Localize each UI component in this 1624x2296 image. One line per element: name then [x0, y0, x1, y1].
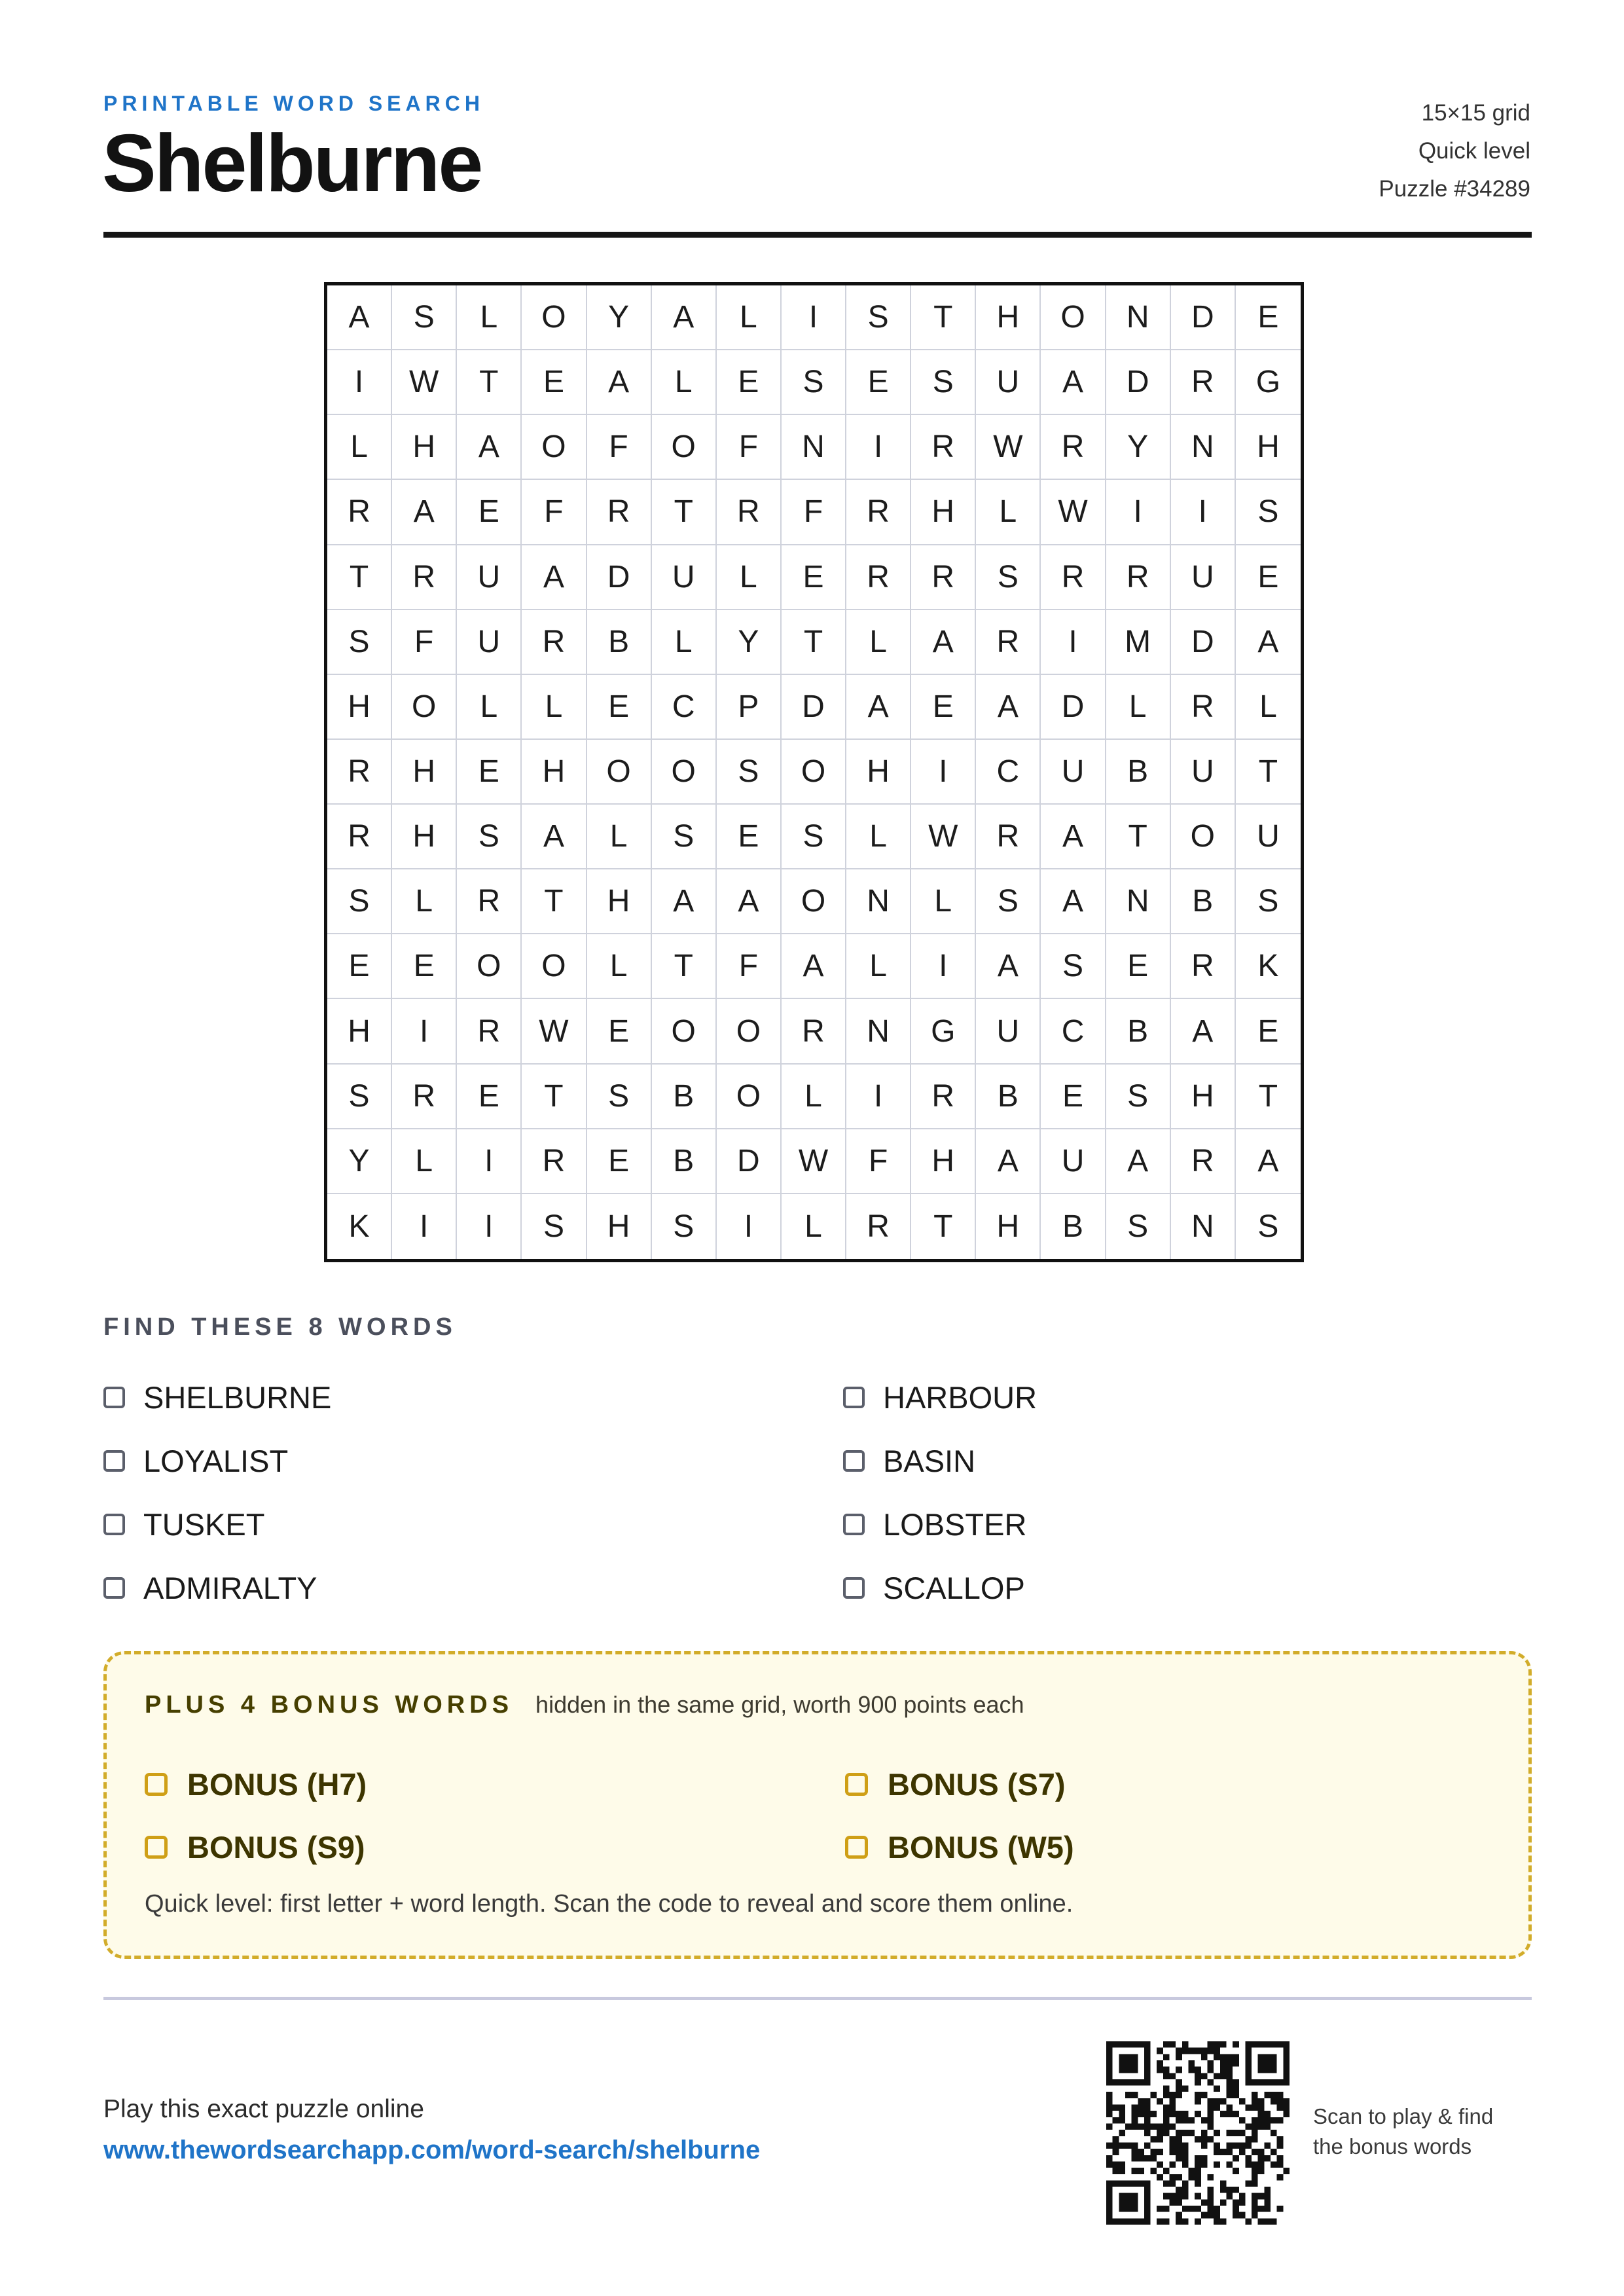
grid-cell[interactable]: W	[911, 805, 976, 869]
grid-cell[interactable]: N	[1106, 285, 1171, 350]
grid-cell[interactable]: D	[717, 1129, 782, 1194]
grid-cell[interactable]: R	[327, 805, 392, 869]
grid-cell[interactable]: W	[1041, 480, 1106, 545]
grid-cell[interactable]: A	[846, 675, 911, 740]
grid-cell[interactable]: R	[457, 999, 522, 1064]
grid-cell[interactable]: E	[1041, 1065, 1106, 1129]
grid-cell[interactable]: A	[976, 934, 1041, 999]
grid-cell[interactable]: E	[457, 740, 522, 805]
grid-cell[interactable]: H	[587, 1194, 652, 1259]
grid-cell[interactable]: H	[846, 740, 911, 805]
word-label: LOBSTER	[883, 1507, 1027, 1542]
grid-cell[interactable]: T	[522, 869, 586, 934]
grid-cell[interactable]: R	[327, 740, 392, 805]
grid-cell[interactable]: D	[587, 545, 652, 610]
grid-cell[interactable]: F	[392, 610, 457, 675]
grid-cell[interactable]: Y	[587, 285, 652, 350]
grid-cell[interactable]: D	[782, 675, 846, 740]
bonus-word-item[interactable]	[845, 1815, 1238, 1878]
grid-cell[interactable]: O	[652, 740, 717, 805]
grid-cell[interactable]: S	[327, 610, 392, 675]
grid-cell[interactable]: I	[911, 740, 976, 805]
bonus-title: PLUS 4 BONUS WORDS	[145, 1691, 514, 1719]
grid-cell[interactable]: R	[457, 869, 522, 934]
checkbox-icon[interactable]	[103, 1450, 125, 1472]
grid-cell[interactable]: A	[976, 675, 1041, 740]
checkbox-icon[interactable]	[103, 1577, 125, 1599]
grid-cell[interactable]: T	[327, 545, 392, 610]
checkbox-icon[interactable]	[103, 1514, 125, 1535]
grid-cell[interactable]: T	[652, 934, 717, 999]
grid-cell[interactable]: I	[392, 1194, 457, 1259]
grid-cell[interactable]: R	[392, 1065, 457, 1129]
grid-cell[interactable]: S	[587, 1065, 652, 1129]
grid-cell[interactable]: O	[717, 1065, 782, 1129]
word-item[interactable]	[103, 1556, 843, 1620]
grid-cell[interactable]: B	[976, 1065, 1041, 1129]
grid-cell[interactable]: F	[717, 415, 782, 480]
grid-cell[interactable]: W	[522, 999, 586, 1064]
grid-cell[interactable]: B	[1106, 740, 1171, 805]
grid-cell[interactable]: S	[717, 740, 782, 805]
grid-cell[interactable]: I	[327, 350, 392, 415]
grid-cell[interactable]: O	[522, 415, 586, 480]
bonus-word-label: BONUS (S7)	[888, 1766, 1066, 1802]
grid-cell[interactable]: L	[652, 610, 717, 675]
bonus-word-label: BONUS (H7)	[187, 1766, 367, 1802]
grid-cell[interactable]: U	[1236, 805, 1301, 869]
grid-cell[interactable]: S	[976, 545, 1041, 610]
grid-cell[interactable]: I	[1171, 480, 1236, 545]
grid-cell[interactable]: O	[652, 415, 717, 480]
grid-cell[interactable]: S	[457, 805, 522, 869]
grid-cell[interactable]: R	[846, 480, 911, 545]
grid-cell[interactable]: A	[652, 285, 717, 350]
grid-cell[interactable]: S	[1106, 1065, 1171, 1129]
eyebrow-label: PRINTABLE WORD SEARCH	[103, 92, 484, 115]
grid-cell[interactable]: B	[1041, 1194, 1106, 1259]
grid-cell[interactable]: L	[392, 869, 457, 934]
grid-cell[interactable]: T	[782, 610, 846, 675]
grid-cell[interactable]: O	[587, 740, 652, 805]
word-item[interactable]	[843, 1366, 1111, 1429]
grid-cell[interactable]: B	[652, 1129, 717, 1194]
grid-cell[interactable]: F	[846, 1129, 911, 1194]
grid-cell[interactable]: E	[1236, 999, 1301, 1064]
grid-cell[interactable]: U	[1041, 740, 1106, 805]
play-online-label: Play this exact puzzle online	[103, 2095, 424, 2123]
grid-cell[interactable]: L	[652, 350, 717, 415]
grid-cell[interactable]: B	[1106, 999, 1171, 1064]
checkbox-icon[interactable]	[845, 1836, 868, 1859]
grid-cell[interactable]: A	[392, 480, 457, 545]
grid-cell[interactable]: R	[717, 480, 782, 545]
grid-cell[interactable]: L	[457, 285, 522, 350]
grid-cell[interactable]: S	[1236, 480, 1301, 545]
grid-cell[interactable]: R	[522, 1129, 586, 1194]
grid-cell[interactable]: R	[1106, 545, 1171, 610]
grid-cell[interactable]: M	[1106, 610, 1171, 675]
grid-cell[interactable]: L	[587, 805, 652, 869]
grid-cell[interactable]: U	[652, 545, 717, 610]
grid-cell[interactable]: L	[846, 610, 911, 675]
grid-cell[interactable]: O	[392, 675, 457, 740]
grid-cell[interactable]: A	[1171, 999, 1236, 1064]
word-label: TUSKET	[143, 1507, 265, 1542]
grid-cell[interactable]: H	[522, 740, 586, 805]
grid-cell[interactable]: A	[782, 934, 846, 999]
grid-cell[interactable]: A	[911, 610, 976, 675]
grid-cell[interactable]: G	[1236, 350, 1301, 415]
grid-cell[interactable]: R	[1171, 934, 1236, 999]
grid-cell[interactable]: S	[1041, 934, 1106, 999]
grid-cell[interactable]: O	[457, 934, 522, 999]
grid-cell[interactable]: A	[1041, 805, 1106, 869]
grid-cell[interactable]: E	[846, 350, 911, 415]
grid-cell[interactable]: L	[327, 415, 392, 480]
grid-cell[interactable]: C	[652, 675, 717, 740]
grid-cell[interactable]: R	[976, 805, 1041, 869]
grid-cell[interactable]: S	[1236, 869, 1301, 934]
grid-cell[interactable]: W	[782, 1129, 846, 1194]
grid-cell[interactable]: R	[846, 545, 911, 610]
word-item[interactable]	[843, 1556, 1111, 1620]
grid-cell[interactable]: L	[587, 934, 652, 999]
grid-cell[interactable]: T	[911, 1194, 976, 1259]
grid-cell[interactable]: E	[327, 934, 392, 999]
grid-cell[interactable]: K	[327, 1194, 392, 1259]
checkbox-icon[interactable]	[845, 1773, 868, 1796]
header-divider	[103, 232, 1532, 238]
grid-cell[interactable]: H	[911, 480, 976, 545]
grid-cell[interactable]: L	[846, 805, 911, 869]
grid-cell[interactable]: T	[911, 285, 976, 350]
grid-cell[interactable]: I	[782, 285, 846, 350]
word-label: ADMIRALTY	[143, 1571, 317, 1605]
word-label: BASIN	[883, 1444, 976, 1478]
grid-cell[interactable]: S	[327, 1065, 392, 1129]
checkbox-icon[interactable]	[843, 1450, 865, 1472]
grid-cell[interactable]: U	[976, 350, 1041, 415]
grid-cell[interactable]: S	[652, 805, 717, 869]
grid-cell[interactable]: Y	[717, 610, 782, 675]
grid-cell[interactable]: S	[846, 285, 911, 350]
grid-size: 15×15 grid	[1421, 100, 1530, 126]
grid-cell[interactable]: U	[457, 545, 522, 610]
grid-cell[interactable]: R	[911, 1065, 976, 1129]
grid-cell[interactable]: E	[587, 675, 652, 740]
grid-cell[interactable]: R	[1041, 415, 1106, 480]
grid-cell[interactable]: F	[717, 934, 782, 999]
word-item[interactable]	[103, 1493, 843, 1556]
checkbox-icon[interactable]	[145, 1773, 168, 1796]
grid-cell[interactable]: A	[1236, 610, 1301, 675]
grid-cell[interactable]: S	[1257, 1209, 1279, 1244]
bonus-word-list	[145, 1753, 1238, 1878]
grid-cell[interactable]: E	[587, 999, 652, 1064]
grid-cell[interactable]: E	[1236, 545, 1301, 610]
grid-cell[interactable]: O	[522, 285, 586, 350]
grid-cell[interactable]: U	[1041, 1129, 1106, 1194]
grid-cell[interactable]: N	[1171, 1194, 1236, 1259]
grid-cell[interactable]: A	[457, 415, 522, 480]
bonus-word-label: BONUS (S9)	[187, 1829, 365, 1865]
grid-cell[interactable]: H	[976, 285, 1041, 350]
grid-cell[interactable]: L	[1106, 675, 1171, 740]
grid-cell[interactable]: R	[392, 545, 457, 610]
grid-cell[interactable]: N	[1106, 869, 1171, 934]
grid-cell[interactable]: L	[846, 934, 911, 999]
word-list	[103, 1366, 1111, 1620]
checkbox-icon[interactable]	[843, 1577, 865, 1599]
grid-cell[interactable]: E	[717, 350, 782, 415]
grid-cell[interactable]: A	[1041, 869, 1106, 934]
grid-cell[interactable]: L	[457, 675, 522, 740]
grid-cell[interactable]: E	[392, 934, 457, 999]
grid-cell[interactable]: Y	[1106, 415, 1171, 480]
grid-cell[interactable]: F	[522, 480, 586, 545]
grid-cell[interactable]: H	[976, 1194, 1041, 1259]
word-item[interactable]	[843, 1429, 1111, 1493]
grid-cell[interactable]: U	[1171, 740, 1236, 805]
grid-cell[interactable]: C	[1041, 999, 1106, 1064]
grid-cell[interactable]: D	[1106, 350, 1171, 415]
grid-cell[interactable]: I	[717, 1194, 782, 1259]
grid-cell[interactable]: K	[1236, 934, 1301, 999]
grid-cell[interactable]: I	[392, 999, 457, 1064]
letter-grid	[324, 282, 1304, 1262]
word-label: HARBOUR	[883, 1380, 1038, 1415]
grid-cell[interactable]: O	[522, 934, 586, 999]
grid-cell[interactable]: R	[1041, 545, 1106, 610]
grid-cell[interactable]: U	[457, 610, 522, 675]
grid-cell[interactable]: A	[327, 285, 392, 350]
grid-cell[interactable]: G	[911, 999, 976, 1064]
grid-cell[interactable]: T	[522, 1065, 586, 1129]
grid-cell[interactable]: I	[457, 1129, 522, 1194]
grid-cell[interactable]: A	[717, 869, 782, 934]
grid-cell[interactable]: H	[327, 675, 392, 740]
puzzle-meta	[1379, 94, 1530, 208]
grid-cell[interactable]: S	[522, 1194, 586, 1259]
grid-cell[interactable]: R	[1171, 675, 1236, 740]
grid-cell[interactable]: A	[587, 350, 652, 415]
grid-cell[interactable]: T	[457, 350, 522, 415]
checkbox-icon[interactable]	[843, 1387, 865, 1408]
grid-cell[interactable]: H	[1236, 415, 1301, 480]
grid-cell[interactable]: N	[1171, 415, 1236, 480]
grid-cell[interactable]: I	[1106, 480, 1171, 545]
qr-caption	[1313, 2102, 1529, 2162]
grid-cell[interactable]: W	[976, 415, 1041, 480]
puzzle-url-link[interactable]: www.thewordsearchapp.com/word-search/shelburne	[103, 2136, 761, 2164]
grid-cell[interactable]: R	[846, 1194, 911, 1259]
bonus-word-item[interactable]	[145, 1815, 845, 1878]
bonus-panel	[103, 1651, 1532, 1959]
grid-cell[interactable]: R	[1171, 1129, 1236, 1194]
grid-cell[interactable]: B	[587, 610, 652, 675]
word-item[interactable]	[103, 1429, 843, 1493]
bonus-word-label: BONUS (W5)	[888, 1829, 1074, 1865]
grid-cell[interactable]: L	[782, 1065, 846, 1129]
grid-cell[interactable]: H	[392, 740, 457, 805]
grid-cell[interactable]: E	[717, 805, 782, 869]
grid-cell[interactable]: Y	[327, 1129, 392, 1194]
grid-cell[interactable]: B	[1171, 869, 1236, 934]
grid-cell[interactable]: R	[327, 480, 392, 545]
grid-cell[interactable]: E	[457, 480, 522, 545]
grid-cell[interactable]: S	[782, 805, 846, 869]
word-label: SHELBURNE	[143, 1380, 332, 1415]
grid-cell[interactable]: N	[846, 869, 911, 934]
bonus-heading	[145, 1691, 1024, 1719]
grid-cell[interactable]: S	[1106, 1194, 1171, 1259]
grid-cell[interactable]: E	[522, 350, 586, 415]
grid-cell[interactable]: A	[522, 545, 586, 610]
find-words-heading: FIND THESE 8 WORDS	[103, 1313, 457, 1341]
grid-cell[interactable]: S	[327, 869, 392, 934]
bonus-subtitle: hidden in the same grid, worth 900 points each	[535, 1691, 1024, 1718]
grid-cell[interactable]: L	[911, 869, 976, 934]
grid-cell[interactable]: O	[782, 740, 846, 805]
grid-cell[interactable]: S	[392, 285, 457, 350]
grid-cell[interactable]: U	[1171, 545, 1236, 610]
qr-caption-line: the bonus words	[1313, 2134, 1472, 2159]
grid-cell[interactable]: H	[587, 869, 652, 934]
grid-cell[interactable]: R	[1171, 350, 1236, 415]
grid-cell[interactable]: A	[522, 805, 586, 869]
grid-cell[interactable]: I	[1041, 610, 1106, 675]
grid-cell[interactable]: O	[717, 999, 782, 1064]
difficulty-level: Quick level	[1418, 138, 1530, 164]
grid-cell[interactable]: A	[1106, 1129, 1171, 1194]
grid-cell[interactable]: I	[846, 1065, 911, 1129]
grid-cell[interactable]: R	[782, 999, 846, 1064]
grid-cell[interactable]: L	[976, 480, 1041, 545]
word-item[interactable]	[843, 1493, 1111, 1556]
grid-cell[interactable]: I	[457, 1194, 522, 1259]
grid-cell[interactable]: H	[392, 805, 457, 869]
grid-cell[interactable]: W	[392, 350, 457, 415]
grid-cell[interactable]: N	[782, 415, 846, 480]
grid-cell[interactable]: L	[717, 545, 782, 610]
bonus-word-item[interactable]	[845, 1753, 1238, 1815]
grid-cell[interactable]: S	[911, 350, 976, 415]
grid-cell[interactable]: S	[652, 1194, 717, 1259]
grid-cell[interactable]: H	[1171, 1065, 1236, 1129]
word-label: LOYALIST	[143, 1444, 289, 1478]
grid-cell[interactable]: T	[652, 480, 717, 545]
grid-cell[interactable]: R	[911, 415, 976, 480]
grid-cell[interactable]: S	[976, 869, 1041, 934]
grid-cell[interactable]: L	[1236, 675, 1301, 740]
grid-cell[interactable]: F	[782, 480, 846, 545]
grid-cell[interactable]: H	[327, 999, 392, 1064]
checkbox-icon[interactable]	[103, 1387, 125, 1408]
grid-cell[interactable]: E	[782, 545, 846, 610]
grid-cell[interactable]: O	[652, 999, 717, 1064]
grid-cell[interactable]: R	[911, 545, 976, 610]
qr-caption-line: Scan to play & find	[1313, 2104, 1494, 2128]
grid-cell[interactable]: R	[976, 610, 1041, 675]
grid-cell[interactable]: L	[522, 675, 586, 740]
grid-cell[interactable]: I	[846, 415, 911, 480]
puzzle-number: Puzzle #34289	[1379, 176, 1530, 202]
grid-cell[interactable]: A	[1236, 1129, 1301, 1194]
checkbox-icon[interactable]	[145, 1836, 168, 1859]
grid-cell[interactable]: E	[457, 1065, 522, 1129]
grid-cell[interactable]: T	[1106, 805, 1171, 869]
grid-cell[interactable]: R	[522, 610, 586, 675]
grid-cell[interactable]: N	[846, 999, 911, 1064]
grid-cell[interactable]: U	[976, 999, 1041, 1064]
grid-cell[interactable]: E	[1236, 285, 1301, 350]
checkbox-icon[interactable]	[843, 1514, 865, 1535]
grid-cell[interactable]: S	[782, 350, 846, 415]
grid-cell[interactable]: B	[652, 1065, 717, 1129]
grid-cell[interactable]: O	[782, 869, 846, 934]
grid-cell[interactable]: O	[1041, 285, 1106, 350]
footer-divider	[103, 1997, 1532, 2000]
bonus-note: Quick level: first letter + word length. Scan the code to reveal and score them online.	[145, 1890, 1074, 1918]
grid-cell[interactable]: F	[587, 415, 652, 480]
grid-cell[interactable]: L	[392, 1129, 457, 1194]
grid-cell[interactable]: D	[1171, 610, 1236, 675]
grid-cell[interactable]: E	[911, 675, 976, 740]
word-item[interactable]	[103, 1366, 843, 1429]
qr-code-icon[interactable]	[1106, 2041, 1290, 2225]
grid-cell[interactable]: A	[1041, 350, 1106, 415]
grid-cell[interactable]: P	[717, 675, 782, 740]
grid-cell[interactable]: E	[587, 1129, 652, 1194]
grid-cell[interactable]: O	[1171, 805, 1236, 869]
grid-cell[interactable]: A	[976, 1129, 1041, 1194]
grid-cell[interactable]: I	[911, 934, 976, 999]
grid-cell[interactable]: D	[1171, 285, 1236, 350]
grid-cell[interactable]: T	[1236, 1065, 1301, 1129]
grid-cell[interactable]: D	[1041, 675, 1106, 740]
word-label: SCALLOP	[883, 1571, 1025, 1605]
grid-cell[interactable]: T	[1236, 740, 1301, 805]
bonus-word-item[interactable]	[145, 1753, 845, 1815]
grid-cell[interactable]: R	[587, 480, 652, 545]
grid-cell[interactable]: C	[976, 740, 1041, 805]
grid-cell[interactable]: E	[1106, 934, 1171, 999]
grid-cell[interactable]: H	[911, 1129, 976, 1194]
grid-cell[interactable]: L	[717, 285, 782, 350]
grid-cell[interactable]: A	[652, 869, 717, 934]
grid-cell[interactable]: H	[392, 415, 457, 480]
grid-cell[interactable]: L	[782, 1194, 846, 1259]
page-title: Shelburne	[102, 118, 482, 209]
